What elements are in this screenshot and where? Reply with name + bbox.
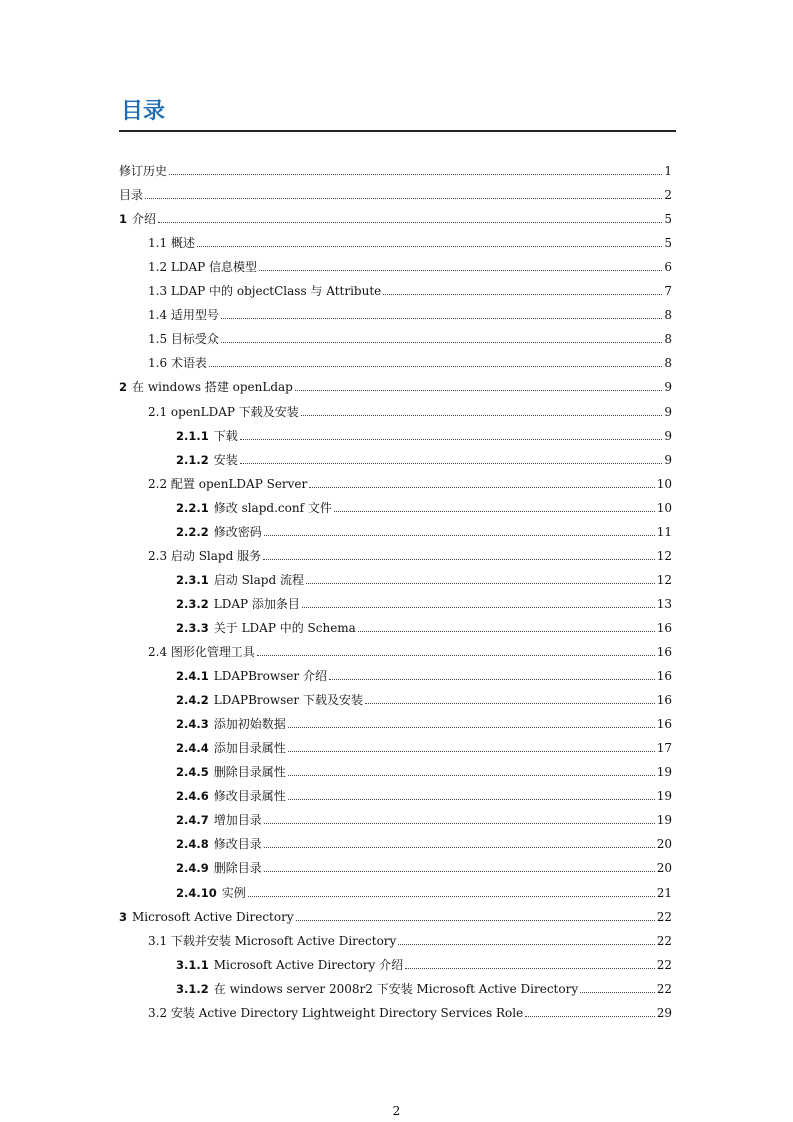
toc-entry[interactable]: [176, 495, 672, 515]
toc-entry-text: LDAP 添加条目: [213, 596, 300, 611]
toc-dot-leader: [221, 318, 662, 319]
toc-entry-label: [176, 789, 286, 803]
toc-dot-leader: [288, 751, 655, 752]
toc-entry-number: 2.1.2: [176, 452, 209, 467]
toc-entry-label: [148, 405, 299, 419]
toc-dot-leader: [383, 294, 662, 295]
toc-entry-label: [176, 621, 356, 635]
page-title: 目录: [121, 99, 166, 124]
toc-entry-text: 2.3 启动 Slapd 服务: [148, 548, 262, 563]
toc-page-number: 22: [656, 981, 672, 996]
toc-entry-text: 修改目录: [213, 837, 262, 852]
toc-entry-text: 实例: [221, 885, 246, 900]
toc-page-number: 19: [656, 765, 672, 780]
toc-entry-text: Microsoft Active Directory: [132, 909, 294, 924]
toc-entry[interactable]: [148, 326, 672, 346]
toc-entry[interactable]: [176, 423, 672, 443]
toc-dot-leader: [365, 703, 655, 704]
toc-dot-leader: [264, 823, 655, 824]
toc-entry-number: 2.1.1: [176, 428, 209, 443]
toc-page-number: 8: [664, 332, 672, 347]
toc-entry[interactable]: [148, 1000, 672, 1020]
toc-page-number: 1: [664, 164, 672, 178]
toc-entry-text: 下载: [213, 428, 238, 443]
toc-entry-number: 2.3.1: [176, 572, 209, 587]
toc-entry-number: 2.2.2: [176, 524, 209, 539]
toc-entry-label: [148, 1006, 523, 1020]
toc-dot-leader: [221, 342, 662, 343]
toc-dot-leader: [302, 607, 655, 608]
toc-dot-leader: [197, 246, 662, 247]
toc-entry-label: [148, 260, 257, 274]
toc-entry-text: 安装: [213, 452, 238, 467]
toc-entry-label: [176, 525, 262, 539]
toc-entry-text: 2.4 图形化管理工具: [148, 645, 255, 659]
toc-entry-text: 启动 Slapd 流程: [213, 572, 304, 587]
toc-entry-number: 2.3.3: [176, 620, 209, 635]
toc-entry[interactable]: [148, 302, 672, 322]
toc-entry-label: [176, 982, 578, 996]
toc-entry-label: [176, 958, 403, 972]
toc-entry[interactable]: [148, 928, 672, 948]
toc-dot-leader: [264, 847, 655, 848]
toc-entry-text: 增加目录: [213, 813, 262, 828]
toc-entry-label: [148, 934, 396, 948]
toc-entry-label: [148, 549, 261, 563]
toc-entry-text: 目录: [119, 188, 144, 203]
toc-entry-text: 添加初始数据: [213, 717, 286, 732]
toc-page-number: 5: [664, 236, 672, 251]
toc-entry-text: 删除目录: [213, 861, 262, 876]
toc-dot-leader: [257, 655, 655, 656]
toc-entry-number: 3.1.1: [176, 957, 209, 972]
toc-entry-number: 3.1.2: [176, 981, 209, 996]
toc-entry-number: 2.4.6: [176, 789, 209, 804]
toc-entry[interactable]: [176, 976, 672, 996]
toc-dot-leader: [301, 415, 663, 416]
toc-entry-text: 删除目录属性: [213, 765, 286, 780]
toc-entry-label: [176, 669, 327, 683]
toc-entry[interactable]: [176, 447, 672, 467]
toc-entry[interactable]: [148, 254, 672, 274]
toc-entry-text: 关于 LDAP 中的 Schema: [213, 620, 356, 635]
toc-dot-leader: [309, 487, 654, 488]
toc-entry-number: 2.4.5: [176, 765, 209, 780]
toc-entry[interactable]: [148, 399, 672, 419]
toc-dot-leader: [288, 727, 655, 728]
toc-entry[interactable]: [176, 663, 672, 683]
toc-page-number: 10: [656, 476, 672, 491]
toc-page-number: 9: [664, 428, 672, 443]
toc-entry-text: 修改目录属性: [213, 789, 286, 804]
toc-entry[interactable]: [119, 182, 672, 202]
toc-page-number: 5: [664, 212, 672, 227]
toc-entry-text: 1.6 术语表: [148, 356, 207, 371]
toc-entry-label: [148, 284, 381, 298]
toc-page-number: 16: [656, 717, 672, 732]
toc-dot-leader: [296, 920, 655, 921]
toc-entry-number: 2.4.7: [176, 813, 209, 828]
toc-entry-label: [119, 910, 294, 924]
toc-dot-leader: [209, 366, 662, 367]
toc-entry[interactable]: [148, 278, 672, 298]
toc-entry-label: [176, 501, 332, 515]
toc-dot-leader: [263, 559, 655, 560]
toc-entry-label: [148, 308, 219, 322]
toc-dot-leader: [248, 896, 655, 897]
toc-dot-leader: [398, 944, 654, 945]
toc-entry-text: 3.2 安装 Active Directory Lightweight Directory Services Role: [148, 1005, 524, 1020]
toc-entry[interactable]: [176, 855, 672, 875]
toc-entry-text: 修改密码: [213, 524, 262, 539]
toc-entry-number: 3: [119, 909, 128, 924]
toc-entry[interactable]: [176, 952, 672, 972]
toc-dot-leader: [358, 631, 655, 632]
toc-dot-leader: [329, 679, 655, 680]
toc-entry-text: LDAPBrowser 介绍: [213, 669, 327, 684]
toc-entry[interactable]: [176, 735, 672, 755]
toc-entry-label: [176, 861, 262, 875]
toc-page-number: 11: [656, 524, 672, 539]
toc-page-number: 12: [656, 572, 672, 587]
toc-entry-label: [148, 645, 255, 659]
toc-entry-number: 2.4.3: [176, 717, 209, 732]
toc-entry-label: [176, 813, 262, 827]
toc-entry-label: [119, 212, 156, 226]
toc-entry-label: [176, 453, 238, 467]
toc-entry-text: 修改 slapd.conf 文件: [213, 500, 332, 515]
toc-dot-leader: [259, 270, 662, 271]
toc-page-number: 9: [664, 404, 672, 419]
toc-page-number: 10: [656, 500, 672, 515]
toc-entry-label: [176, 693, 363, 707]
toc-entry[interactable]: [119, 158, 672, 178]
toc-entry-label: [176, 837, 262, 851]
toc-dot-leader: [580, 992, 655, 993]
toc-dot-leader: [264, 535, 655, 536]
toc-page-number: 13: [656, 596, 672, 611]
toc-entry[interactable]: [176, 880, 672, 900]
toc-page-number: 6: [664, 260, 672, 275]
toc-entry[interactable]: [176, 519, 672, 539]
toc-entry[interactable]: [176, 759, 672, 779]
toc-entry-text: 2.1 openLDAP 下载及安装: [148, 404, 299, 419]
toc-entry-label: [148, 477, 307, 491]
toc-page-number: 22: [656, 957, 672, 972]
toc-dot-leader: [288, 775, 655, 776]
toc-entry[interactable]: [176, 807, 672, 827]
toc-page-number: 29: [656, 1005, 672, 1020]
toc-entry-number: 2.2.1: [176, 500, 209, 515]
toc-dot-leader: [145, 198, 662, 199]
toc-page-number: 17: [656, 741, 672, 756]
toc-entry-text: LDAPBrowser 下载及安装: [213, 693, 363, 708]
toc-page-number: 21: [656, 885, 672, 900]
toc-entry[interactable]: [148, 350, 672, 370]
toc-page-number: 12: [656, 548, 672, 563]
toc-dot-leader: [264, 871, 655, 872]
title-divider: [119, 130, 676, 132]
toc-page-number: 9: [664, 452, 672, 467]
toc-page-number: 16: [656, 620, 672, 635]
toc-entry[interactable]: [176, 687, 672, 707]
toc-entry-text: 1.5 目标受众: [148, 332, 219, 347]
toc-entry[interactable]: [148, 543, 672, 563]
toc-entry-number: 2.4.2: [176, 693, 209, 708]
toc-page-number: 9: [664, 380, 672, 395]
toc-entry-text: 在 windows server 2008r2 下安装 Microsoft Active Directory: [213, 981, 579, 996]
toc-page-number: 8: [664, 308, 672, 323]
toc-entry-text: 添加目录属性: [213, 741, 286, 756]
toc-page-number: 7: [664, 284, 672, 299]
toc-dot-leader: [240, 463, 663, 464]
toc-entry-label: [176, 429, 238, 443]
toc-dot-leader: [240, 439, 663, 440]
toc-entry-label: [119, 188, 143, 202]
toc-page-number: 19: [656, 789, 672, 804]
page-number: 2: [392, 1104, 401, 1118]
toc-dot-leader: [405, 968, 655, 969]
toc-entry[interactable]: [148, 471, 672, 491]
toc-entry[interactable]: [176, 591, 672, 611]
toc-entry[interactable]: [176, 615, 672, 635]
toc-entry-text: 1.3 LDAP 中的 objectClass 与 Attribute: [148, 284, 382, 299]
toc-page-number: 19: [656, 813, 672, 828]
toc-dot-leader: [295, 390, 663, 391]
toc-page-number: 8: [664, 356, 672, 371]
toc-page-number: 2: [664, 188, 672, 203]
toc-dot-leader: [288, 799, 655, 800]
toc-page-number: 16: [656, 645, 672, 659]
toc-entry-label: [176, 886, 246, 900]
toc-entry-label: [176, 765, 286, 779]
toc-entry-text: 1.4 适用型号: [148, 308, 219, 323]
toc-dot-leader: [334, 511, 655, 512]
toc-entry-label: [119, 164, 167, 178]
toc-entry-label: [176, 573, 304, 587]
toc-dot-leader: [158, 222, 662, 223]
toc-entry-label: [176, 741, 286, 755]
toc-entry-text: 在 windows 搭建 openLdap: [132, 380, 293, 395]
toc-entry-number: 2.3.2: [176, 596, 209, 611]
toc-entry[interactable]: [176, 831, 672, 851]
toc-entry-number: 2.4.9: [176, 861, 209, 876]
toc-entry-number: 2.4.1: [176, 669, 209, 684]
toc-entry-label: [148, 356, 207, 370]
toc-page-number: 16: [656, 669, 672, 684]
toc-entry[interactable]: [148, 639, 672, 659]
toc-dot-leader: [306, 583, 655, 584]
toc-entry-number: 1: [119, 212, 128, 227]
toc-entry[interactable]: [176, 711, 672, 731]
toc-entry[interactable]: [176, 567, 672, 587]
toc-dot-leader: [169, 174, 662, 175]
toc-page-number: 22: [656, 933, 672, 948]
toc-entry-text: 1.2 LDAP 信息模型: [148, 260, 258, 275]
toc-entry-text: 介绍: [132, 212, 157, 227]
toc-entry[interactable]: [119, 206, 672, 226]
toc-entry-text: 2.2 配置 openLDAP Server: [148, 476, 308, 491]
toc-entry[interactable]: [119, 904, 672, 924]
toc-entry-text: 修订历史: [119, 164, 168, 178]
toc-entry-number: 2.4.4: [176, 741, 209, 756]
toc-entry-text: 3.1 下载并安装 Microsoft Active Directory: [148, 933, 397, 948]
toc-entry-number: 2.4.10: [176, 885, 217, 900]
toc-page-number: 20: [656, 837, 672, 852]
toc-entry-label: [148, 236, 195, 250]
toc-dot-leader: [525, 1016, 655, 1017]
toc-page-number: 22: [656, 909, 672, 924]
toc-page-number: 16: [656, 693, 672, 708]
toc-entry-number: 2: [119, 380, 128, 395]
toc-entry-label: [119, 380, 293, 394]
toc-entry[interactable]: [176, 783, 672, 803]
toc-entry-label: [148, 332, 219, 346]
toc-entry-number: 2.4.8: [176, 837, 209, 852]
toc-entry[interactable]: [119, 374, 672, 394]
toc-entry-text: Microsoft Active Directory 介绍: [213, 957, 404, 972]
toc-page-number: 20: [656, 861, 672, 876]
toc-entry[interactable]: [148, 230, 672, 250]
toc-entry-label: [176, 717, 286, 731]
toc-entry-label: [176, 597, 300, 611]
toc-entry-text: 1.1 概述: [148, 236, 195, 251]
